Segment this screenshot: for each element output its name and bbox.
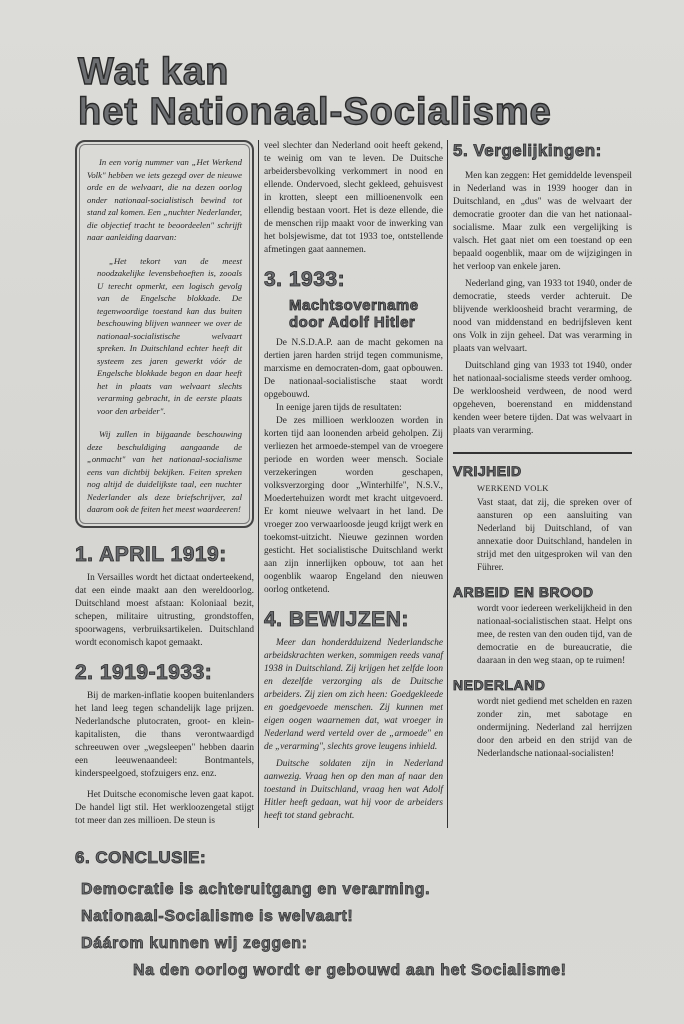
columns (75, 140, 632, 828)
arbeid-paragraph: wordt voor iedereen werkelijkheid in den nationaal-socialistischen staat. Helpt ons mee, de resten van den ouden tijd, van de democratie en de bureaucratie, die daaraan in den weg staan, op te ruimen! (477, 604, 632, 666)
vrijheid-heading: VRIJHEID (453, 463, 522, 479)
title-line-1: Wat kan (78, 51, 230, 93)
vrijheid-paragraph: Vast staat, dat zij, die spreken over of aansturen op een aansluiting van Nederland bij Duitschland, of van annexatie door Duitschland, handelen in strijd met den uitgesproken wil van den Führer. (477, 498, 632, 573)
column-3 (447, 140, 632, 828)
section-3-paragraph-3: De zes millioen werkloozen worden in korten tijd aan loonenden arbeid geholpen. Zij verliezen het armoede-stempel van de vroegere periode en worden weer mensch. Sociale verzekeringen worden geschapen, volksverzorging door „Winterhilfe", N.S.V., Moedertehuizen wordt met kracht uitgevoerd. Er komt nieuwe welvaart in het land. De vroeger zoo verwaarloosde jeugd krijgt werk en toekomst-uitzicht. Nieuwe gezinnen worden gesticht. Het socialistische Duitschland werkt aan zijn innerlijken opbouw, tot aan het oogenblik waarop Engeland den nieuwen oorlog ontketend. (264, 416, 443, 595)
conclusion-section (75, 846, 632, 984)
arbeid-heading: ARBEID EN BROOD (453, 584, 594, 600)
title-line-2: het Nationaal-Socialisme (78, 91, 552, 133)
section-4-body (264, 637, 443, 823)
intro-box (75, 140, 254, 528)
conclusion-heading: 6. CONCLUSIE: (75, 847, 207, 867)
section-4-heading: 4. BEWIJZEN: (264, 608, 409, 631)
section-3-paragraph: De N.S.D.A.P. aan de macht gekomen na dertien jaren harden strijd tegen communisme, marxisme en democraten-dom, gaat opbouwen. De nationaal-socialistische staat wordt opgebouwd. (264, 338, 443, 400)
column-2 (258, 140, 447, 828)
vrijheid-body (477, 482, 632, 575)
section-2-heading: 2. 1919-1933: (75, 660, 213, 684)
section-1-paragraph: In Versailles wordt het dictaat onderteekend, dat een einde maakt aan den wereldoorlog. Duitschland moest afstaan: Koloniaal bezit, schepen, militaire uitrusting, grondstoffen, spoorwagens, verbruiksartikelen. Duitschland wordt economisch kapot gemaakt. (75, 572, 254, 648)
section-3-heading: 3. 1933: (264, 268, 346, 291)
nederland-body (477, 696, 632, 761)
nederland-paragraph: wordt niet gediend met schelden en razen zonder zin, met sabotage en ondermijning. Nederland zal herrijzen door den arbeid en den strijd van de Nederlandsche nationaal-socialisten! (477, 697, 632, 759)
conclusion-line-1: Democratie is achteruitgang en verarming. (81, 880, 431, 898)
intro-paragraph: In een vorig nummer van „Het Werkend Volk" hebben we iets gezegd over de nieuwe orde en de welvaart, die na dezen oorlog onder nationaal-socialistisch bewind tot stand zal komen. Een „nuchter Nederlander, die objectief tracht te beoordeelen" schrijft naar aanleiding daarvan: (87, 157, 242, 242)
section-2-paragraph-2: Het Duitsche economische leven gaat kapot. De handel ligt stil. Het werkloozengetal stijgt tot meer dan zes millioen. De steun is (75, 789, 254, 826)
intro-quote: „Het tekort van de meest noodzakelijke levensbehoeften is, zooals U terecht opmerkt, een logisch gevolg van de Engelsche blokkade. De tegenwoordige toestand kan dus buiten beschouwing blijven wanneer we over de nationaal-socialistische welvaart spreken. In Duitschland echter heeft dit systeem zes jaren gewerkt vóór de Engelsche blokkade begon en daar heeft het in plaats van welvaart slechts verarming gebracht, in de eerste plaats voor den arbeider". (97, 255, 242, 416)
section-3-paragraph-2: In eenige jaren tijds de resultaten: (276, 403, 402, 413)
conclusion-line-4: Na den oorlog wordt er gebouwd aan het Socialisme! (133, 961, 567, 979)
conclusion-line-3: Dáárom kunnen wij zeggen: (81, 934, 308, 952)
horizontal-rule (453, 452, 632, 454)
arbeid-body (477, 603, 632, 668)
conclusion-line-2: Nationaal-Socialisme is welvaart! (81, 907, 354, 925)
column-1 (75, 140, 258, 828)
intro-paragraph-2: Wij zullen in bijgaande beschouwing deze beschuldiging aangaande de „onmacht" van het nationaal-socialisme eens van dichtbij bekijken. Feiten spreken nog altijd de duidelijkste taal, een nuchter Nederlander als deze briefschrijver, zal daarom ook de feiten het meest waardeeren! (87, 429, 242, 514)
vrijheid-source: WERKEND VOLK (477, 483, 549, 493)
nederland-heading: NEDERLAND (453, 677, 546, 693)
section-2-paragraph: Bij de marken-inflatie koopen buitenlanders het land leeg tegen schandelijk lage prijzen. Nederlandsche plutocraten, groot- en klein-kapitalisten, die thans verontwaardigd schreeuwen over „wegsleepen" hebben daarin een leeuwenaandeel: Bontmantels, kinderspeelgoed, stofzuigers enz. enz. (75, 690, 254, 779)
section-5-paragraph-3: Duitschland ging van 1933 tot 1940, onder het nationaal-socialisme steeds verder omhoog. De werkloosheid verdween, de nood werd opgeheven, boerenstand en middenstand kenden weer betere tijden. Dat was welvaart in plaats van verarming. (453, 361, 632, 436)
section-1-heading: 1. APRIL 1919: (75, 542, 227, 566)
section-5-heading: 5. Vergelijkingen: (453, 141, 602, 160)
section-3-subheading: Machtsovername door Adolf Hitler (289, 297, 419, 331)
section-4-paragraph: Meer dan honderdduizend Nederlandsche arbeidskrachten werken, sommigen reeds vanaf 1938 in Duitschland. Zij krijgen het zelfde loon en dezelfde verzorging als de Duitsche arbeiders. Zij zien om zich heen: Goedgekleede en goedgevoede menschen. Zij kunnen met eigen oogen waarnemen dat, wat vroeger in Nederland werd verteld over de „armoede" en de „verarming", slechts grove leugens inhield. (264, 638, 443, 752)
section-2-paragraph-3: veel slechter dan Nederland ooit heeft gekend, te weinig om van te leven. De Duitsche arbeidersbevolking verkommert in nood en ellende. Ondervoed, slecht gekleed, gehuisvest in krotten, sleept een millioenenvolk een ellendig bestaan voort. Het is deze ellende, die de menschen rijp maakt voor de inwerking van het bolsjewisme, dat tot 1933 toe, ontstellende afmetingen gaat aannemen. (264, 141, 443, 255)
section-4-paragraph-2: Duitsche soldaten zijn in Nederland aanwezig. Vraag hen op den man af naar den toestand in Duitschland, vraag hen wat Adolf Hitler heeft gedaan, wat hij voor de arbeiders heeft tot stand gebracht. (264, 759, 443, 821)
section-5-paragraph-2: Nederland ging, van 1933 tot 1940, onder de democratie, steeds verder achteruit. De blijvende werkloosheid bracht verarming, de nood van middenstand en bedrijfsleven kent ons Volk in zijn geheel. Dat was verarming in plaats van welvaart. (453, 279, 632, 354)
section-5-paragraph: Men kan zeggen: Het gemiddelde levenspeil in Nederland was in 1939 hooger dan in Duitschland, en „dus" was de welvaart der democratie grooter dan die van het nationaal-socialisme. Maar zulk een vergelijking is valsch. Het gaat niet om een toestand op een bepaald oogenblik, maar om de wijzigingen in het verloop van enkele jaren. (453, 171, 632, 272)
